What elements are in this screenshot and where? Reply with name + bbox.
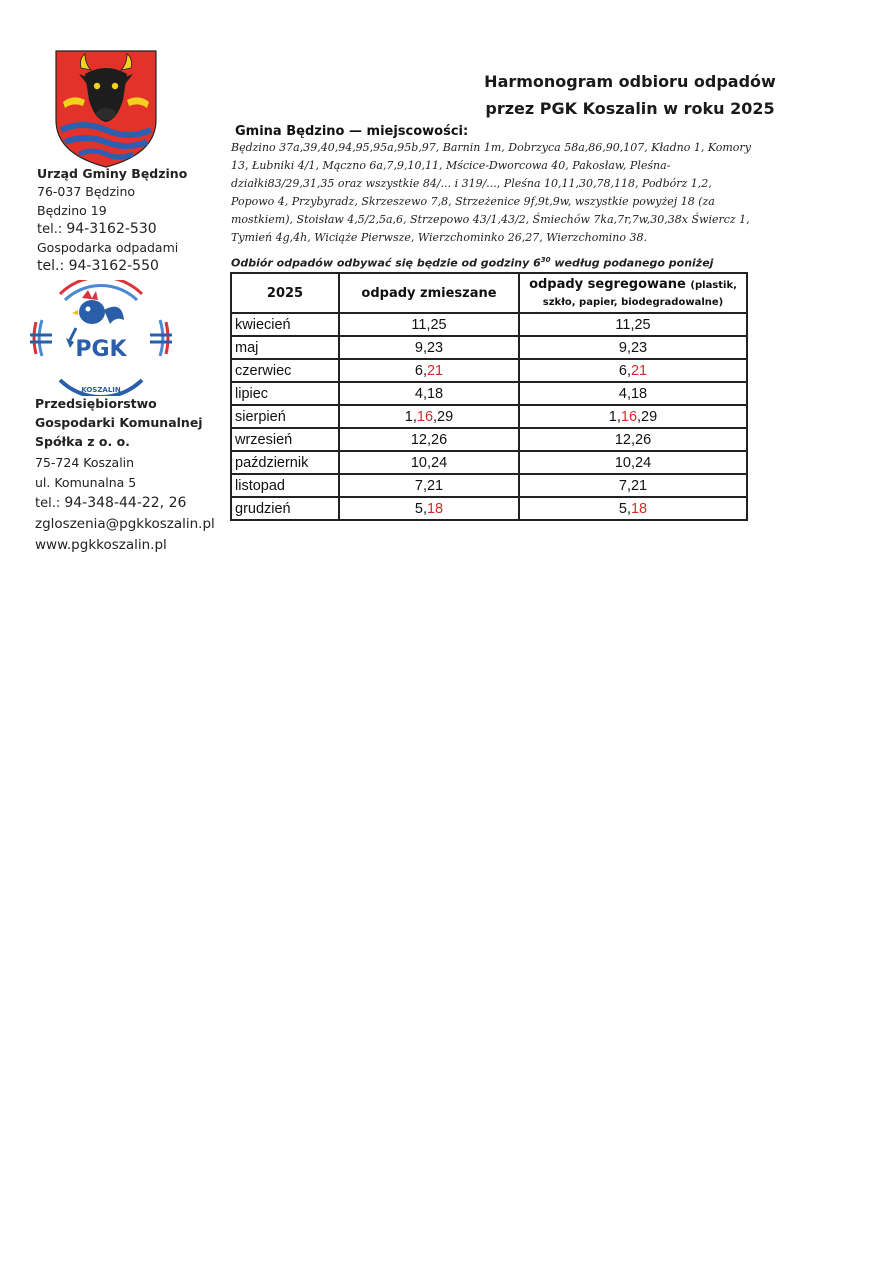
mixed-waste-dates-cell [339, 474, 519, 497]
table-row [231, 313, 747, 336]
title-line1: Harmonogram odbioru odpadów [484, 72, 776, 91]
date-text: 11,25 [615, 316, 651, 333]
table-row [231, 474, 747, 497]
month-cell: kwiecień [231, 313, 339, 336]
date-text: 5, [618, 500, 631, 517]
pgk-website-link[interactable]: www.pgkkoszalin.pl [35, 537, 167, 553]
mixed-waste-dates-cell [339, 428, 519, 451]
month-cell: październik [231, 451, 339, 474]
holiday-shifted-date: 21 [630, 362, 648, 379]
pgk-postal: 75-724 Koszalin [35, 455, 135, 470]
gmina-department: Gospodarka odpadami [37, 240, 179, 255]
pgk-phone: tel.: 94-348-44-22, 26 [35, 495, 187, 511]
date-text: 1, [404, 408, 417, 425]
gmina-coat-of-arms [55, 50, 157, 168]
sorted-waste-dates-cell [519, 313, 747, 336]
holiday-shifted-date: 16 [416, 408, 434, 425]
pgk-koszalin-logo [30, 280, 172, 396]
holiday-shifted-date: 18 [426, 500, 444, 517]
sorted-waste-dates-cell [519, 359, 747, 382]
pgk-name-line2: Gospodarki Komunalnej [35, 415, 203, 430]
pgk-name-line1: Przedsiębiorstwo [35, 396, 157, 411]
date-text: 7,21 [618, 477, 648, 494]
pgk-logo-subtext: KOSZALIN [81, 386, 121, 394]
date-text: 5, [414, 500, 427, 517]
pgk-email-link[interactable]: zgloszenia@pgkkoszalin.pl [35, 516, 215, 532]
header-year: 2025 [231, 273, 339, 313]
holiday-shifted-date: 16 [620, 408, 638, 425]
table-header-row [231, 273, 747, 313]
month-cell: sierpień [231, 405, 339, 428]
collection-time-notice: Odbiór odpadów odbywać się będzie od godziny $6^{30}$ według podanego poniżej [231, 256, 714, 270]
month-cell: grudzień [231, 497, 339, 520]
table-row [231, 405, 747, 428]
date-text: 12,26 [614, 431, 652, 448]
table-row [231, 428, 747, 451]
date-text: 10,24 [614, 454, 652, 471]
mixed-waste-dates-cell [339, 405, 519, 428]
date-text: ,29 [637, 408, 658, 425]
gmina-department-phone: tel.: 94-3162-550 [37, 258, 159, 274]
mixed-waste-dates-cell [339, 313, 519, 336]
title-line2: przez PGK Koszalin w roku 2025 [485, 99, 775, 118]
mixed-waste-dates-cell [339, 497, 519, 520]
date-text: 4,18 [618, 385, 648, 402]
villages-list: Będzino 37a,39,40,94,95,95a,95b,97, Barnin 1m, Dobrzyca 58a,86,90,107, Kładno 1, Komory 13, Łubniki 4/1, Mączno 6a,7,9,10,11, Mścice-Dworcowa 40, Pakosław, Pleśna-działki83/29,31,35 oraz wszystkie 84/... i 319/..., Pleśna 10,11,30,78,118, Podbórz 1,2, Popowo 4, Przybyradz, Skrzeszewo 7,8, Strzeżenice 9f,9t,9w, wszystkie powyżej 18 (za mostkiem), Stoisław 4,5/2,5a,6, Strzepowo 43/1,43/2, Śmiechów 7ka,7r,7w,30,38x Świercz 1, Tymień 4g,4h, Wiciąże Pierwsze, Wierzchominko 26,27, Wierzchomino 38. [231, 141, 751, 244]
date-text: 1, [608, 408, 621, 425]
holiday-shifted-date: 18 [630, 500, 648, 517]
date-text: 11,25 [411, 316, 447, 333]
sorted-waste-dates-cell [519, 451, 747, 474]
month-cell: lipiec [231, 382, 339, 405]
date-text: 12,26 [410, 431, 448, 448]
table-row [231, 382, 747, 405]
holiday-shifted-date: 21 [426, 362, 444, 379]
month-cell: listopad [231, 474, 339, 497]
mixed-waste-dates-cell [339, 336, 519, 359]
villages-heading: Gmina Będzino — miejscowości: [235, 124, 469, 139]
sorted-waste-dates-cell [519, 382, 747, 405]
collection-schedule-table [230, 272, 748, 521]
gmina-phone: tel.: 94-3162-530 [37, 221, 157, 237]
pgk-logo-text: PGK [75, 337, 127, 362]
month-cell: wrzesień [231, 428, 339, 451]
table-row [231, 359, 747, 382]
pgk-address-block [35, 394, 235, 556]
header-sorted-waste: odpady segregowane (plastik, szkło, papier, biodegradowalne) [519, 273, 747, 313]
table-row [231, 336, 747, 359]
page-title [460, 68, 800, 122]
date-text: 7,21 [414, 477, 444, 494]
sorted-waste-dates-cell [519, 405, 747, 428]
gmina-name: Urząd Gminy Będzino [37, 166, 188, 181]
date-text: 4,18 [414, 385, 444, 402]
date-text: 6, [414, 362, 427, 379]
table-row [231, 497, 747, 520]
date-text: 9,23 [618, 339, 648, 356]
month-cell: czerwiec [231, 359, 339, 382]
sorted-waste-dates-cell [519, 474, 747, 497]
gmina-street: Będzino 19 [37, 203, 107, 218]
pgk-name-line3: Spółka z o. o. [35, 434, 130, 449]
date-text: ,29 [433, 408, 454, 425]
header-mixed-waste: odpady zmieszane [339, 273, 519, 313]
sorted-waste-dates-cell [519, 336, 747, 359]
gmina-postal: 76-037 Będzino [37, 184, 136, 199]
date-text: 6, [618, 362, 631, 379]
date-text: 9,23 [414, 339, 444, 356]
date-text: 10,24 [410, 454, 448, 471]
month-cell: maj [231, 336, 339, 359]
mixed-waste-dates-cell [339, 359, 519, 382]
table-row [231, 451, 747, 474]
mixed-waste-dates-cell [339, 451, 519, 474]
mixed-waste-dates-cell [339, 382, 519, 405]
gmina-address-block [37, 166, 227, 275]
sorted-waste-dates-cell [519, 497, 747, 520]
sorted-waste-dates-cell [519, 428, 747, 451]
pgk-street: ul. Komunalna 5 [35, 475, 137, 490]
